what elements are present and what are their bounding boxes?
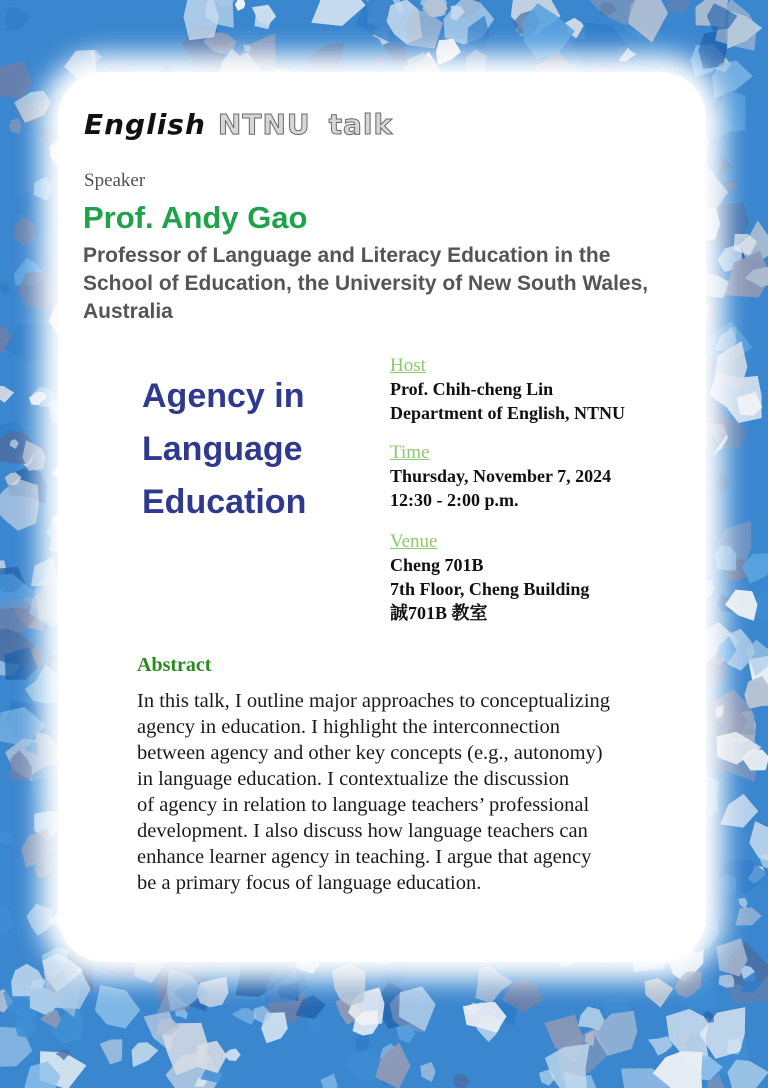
speaker-affiliation-line: School of Education, the University of New South Wales, — [83, 272, 649, 295]
venue-section — [390, 531, 690, 625]
event-hours: 12:30 - 2:00 p.m. — [390, 490, 519, 510]
abstract-line: In this talk, I outline major approaches to conceptualizing — [137, 690, 611, 712]
english-ntnu-talk-logo — [84, 110, 393, 140]
time-label: Time — [390, 442, 430, 463]
abstract-line: in language education. I contextualize the discussion — [137, 768, 570, 790]
abstract-line: development. I also discuss how language teachers can — [137, 820, 588, 842]
speaker-affiliation-line: Australia — [83, 300, 173, 323]
abstract-line: enhance learner agency in teaching. I argue that agency — [137, 846, 592, 868]
host-department: Department of English, NTNU — [390, 403, 626, 423]
venue-building: 7th Floor, Cheng Building — [390, 579, 590, 599]
abstract-line: be a primary focus of language education. — [137, 872, 482, 894]
venue-room: Cheng 701B — [390, 555, 484, 575]
host-section — [390, 355, 690, 425]
venue-label: Venue — [390, 531, 438, 552]
time-section — [390, 442, 690, 512]
speaker-label: Speaker — [84, 170, 146, 191]
talk-title-line: Agency in — [142, 377, 305, 415]
abstract-line: of agency in relation to language teachers’ professional — [137, 794, 590, 816]
logo-word-english: English — [84, 108, 206, 141]
abstract-label: Abstract — [137, 654, 212, 676]
logo-word-ntnu: NTNU — [217, 108, 311, 141]
talk-title-line: Language — [142, 430, 303, 468]
talk-title — [142, 370, 362, 529]
speaker-affiliation — [83, 242, 733, 326]
talk-title-line: Education — [142, 483, 307, 521]
abstract-text — [137, 688, 649, 896]
speaker-name: Prof. Andy Gao — [83, 200, 308, 235]
logo-word-talk: talk — [328, 108, 394, 141]
host-name: Prof. Chih-cheng Lin — [390, 379, 554, 399]
speaker-affiliation-line: Professor of Language and Literacy Education in the — [83, 244, 611, 267]
host-label: Host — [390, 355, 426, 376]
venue-room-chinese: 誠701B 教室 — [390, 603, 488, 623]
abstract-line: between agency and other key concepts (e.g., autonomy) — [137, 742, 603, 764]
event-date: Thursday, November 7, 2024 — [390, 466, 612, 486]
abstract-line: agency in education. I highlight the interconnection — [137, 716, 560, 738]
